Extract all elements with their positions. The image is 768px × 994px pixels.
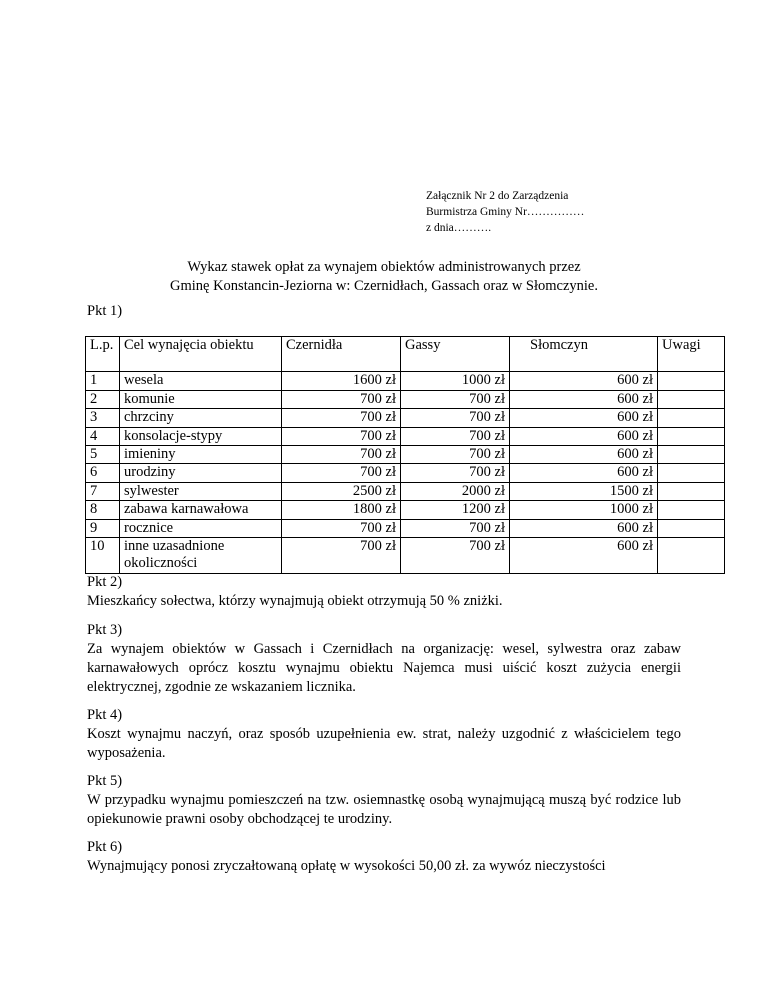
table-row — [86, 519, 725, 537]
row-gassy: 700 zł — [401, 446, 510, 464]
header-gassy: Gassy — [401, 337, 510, 372]
header-slomczyn: Słomczyn — [510, 337, 658, 372]
row-gassy: 700 zł — [401, 538, 510, 574]
pkt5-text: W przypadku wynajmu pomieszczeń na tzw. osiemnastkę osobą wynajmującą muszą być rodzice lub opiekunowie prawni osoby obchodzącej te urodziny. — [87, 792, 681, 827]
row-cel: rocznice — [120, 519, 282, 537]
row-uwagi — [658, 482, 725, 500]
row-lp: 8 — [86, 501, 120, 519]
annex-line-1: Załącznik Nr 2 do Zarządzenia — [426, 190, 569, 202]
annex-header — [426, 188, 584, 236]
row-slomczyn: 1500 zł — [510, 482, 658, 500]
row-slomczyn: 600 zł — [510, 372, 658, 390]
header-uwagi: Uwagi — [658, 337, 725, 372]
document-title — [80, 258, 688, 296]
title-line-2: Gminę Konstancin-Jeziorna w: Czernidłach, Gassach oraz w Słomczynie. — [169, 278, 598, 294]
row-lp: 4 — [86, 427, 120, 445]
pkt2-section — [87, 573, 681, 611]
pkt3-text: Za wynajem obiektów w Gassach i Czernidłach na organizację: wesel, sylwestra oraz zabaw karnawałowych oprócz kosztu wynajmu obiektu Najemca musi uiścić koszt zużycia energii elektrycznej, zgodnie ze wskazaniem licznika. — [87, 641, 681, 695]
row-czernidla: 2500 zł — [282, 482, 401, 500]
row-czernidla: 1600 zł — [282, 372, 401, 390]
row-czernidla: 700 zł — [282, 390, 401, 408]
row-uwagi — [658, 427, 725, 445]
row-lp: 6 — [86, 464, 120, 482]
row-gassy: 700 zł — [401, 427, 510, 445]
row-uwagi — [658, 390, 725, 408]
pkt5-section — [87, 772, 681, 829]
row-gassy: 700 zł — [401, 519, 510, 537]
header-cel: Cel wynajęcia obiektu — [120, 337, 282, 372]
table-header-row — [86, 337, 725, 372]
pkt2-text: Mieszkańcy sołectwa, którzy wynajmują obiekt otrzymują 50 % zniżki. — [87, 593, 503, 609]
pkt4-section — [87, 706, 681, 763]
annex-line-3: z dnia………. — [426, 222, 492, 234]
table-row — [86, 372, 725, 390]
title-line-1: Wykaz stawek opłat za wynajem obiektów administrowanych przez — [187, 259, 581, 275]
pkt2-label: Pkt 2) — [87, 574, 123, 590]
row-lp: 1 — [86, 372, 120, 390]
table-row — [86, 482, 725, 500]
row-slomczyn: 600 zł — [510, 538, 658, 574]
row-lp: 3 — [86, 409, 120, 427]
row-cel: inne uzasadnione okoliczności — [120, 538, 282, 574]
row-lp: 2 — [86, 390, 120, 408]
row-slomczyn: 600 zł — [510, 390, 658, 408]
row-czernidla: 700 zł — [282, 538, 401, 574]
row-gassy: 700 zł — [401, 464, 510, 482]
pkt4-text: Koszt wynajmu naczyń, oraz sposób uzupełnienia ew. strat, należy uzgodnić z właścicielem tego wyposażenia. — [87, 726, 681, 761]
row-czernidla: 700 zł — [282, 519, 401, 537]
row-slomczyn: 600 zł — [510, 464, 658, 482]
row-cel: imieniny — [120, 446, 282, 464]
row-gassy: 1000 zł — [401, 372, 510, 390]
row-slomczyn: 600 zł — [510, 446, 658, 464]
row-uwagi — [658, 538, 725, 574]
table-row — [86, 538, 725, 574]
row-czernidla: 700 zł — [282, 446, 401, 464]
row-uwagi — [658, 464, 725, 482]
row-lp: 10 — [86, 538, 120, 574]
row-czernidla: 1800 zł — [282, 501, 401, 519]
row-gassy: 2000 zł — [401, 482, 510, 500]
row-gassy: 700 zł — [401, 390, 510, 408]
row-uwagi — [658, 446, 725, 464]
table-row — [86, 446, 725, 464]
rates-table — [85, 336, 725, 574]
pkt6-label: Pkt 6) — [87, 839, 123, 855]
row-slomczyn: 600 zł — [510, 409, 658, 427]
row-slomczyn: 600 zł — [510, 519, 658, 537]
table-row — [86, 501, 725, 519]
pkt6-text: Wynajmujący ponosi zryczałtowaną opłatę w wysokości 50,00 zł. za wywóz nieczystości — [87, 858, 606, 874]
pkt1-label: Pkt 1) — [87, 303, 123, 319]
row-gassy: 700 zł — [401, 409, 510, 427]
pkt6-section — [87, 838, 681, 876]
table-row — [86, 409, 725, 427]
row-uwagi — [658, 409, 725, 427]
table-row — [86, 427, 725, 445]
row-czernidla: 700 zł — [282, 427, 401, 445]
row-uwagi — [658, 519, 725, 537]
pkt4-label: Pkt 4) — [87, 707, 123, 723]
row-lp: 7 — [86, 482, 120, 500]
row-uwagi — [658, 372, 725, 390]
row-cel: zabawa karnawałowa — [120, 501, 282, 519]
row-uwagi — [658, 501, 725, 519]
header-czernidla: Czernidła — [282, 337, 401, 372]
row-cel: sylwester — [120, 482, 282, 500]
annex-line-2: Burmistrza Gminy Nr…………… — [426, 206, 585, 218]
row-czernidla: 700 zł — [282, 464, 401, 482]
table-row — [86, 464, 725, 482]
row-lp: 5 — [86, 446, 120, 464]
row-cel: wesela — [120, 372, 282, 390]
row-slomczyn: 600 zł — [510, 427, 658, 445]
row-cel: komunie — [120, 390, 282, 408]
row-lp: 9 — [86, 519, 120, 537]
row-cel: konsolacje-stypy — [120, 427, 282, 445]
table-row — [86, 390, 725, 408]
header-lp: L.p. — [86, 337, 120, 372]
row-gassy: 1200 zł — [401, 501, 510, 519]
pkt3-section — [87, 621, 681, 697]
row-cel: chrzciny — [120, 409, 282, 427]
pkt3-label: Pkt 3) — [87, 622, 123, 638]
row-czernidla: 700 zł — [282, 409, 401, 427]
row-cel: urodziny — [120, 464, 282, 482]
pkt5-label: Pkt 5) — [87, 773, 123, 789]
row-slomczyn: 1000 zł — [510, 501, 658, 519]
